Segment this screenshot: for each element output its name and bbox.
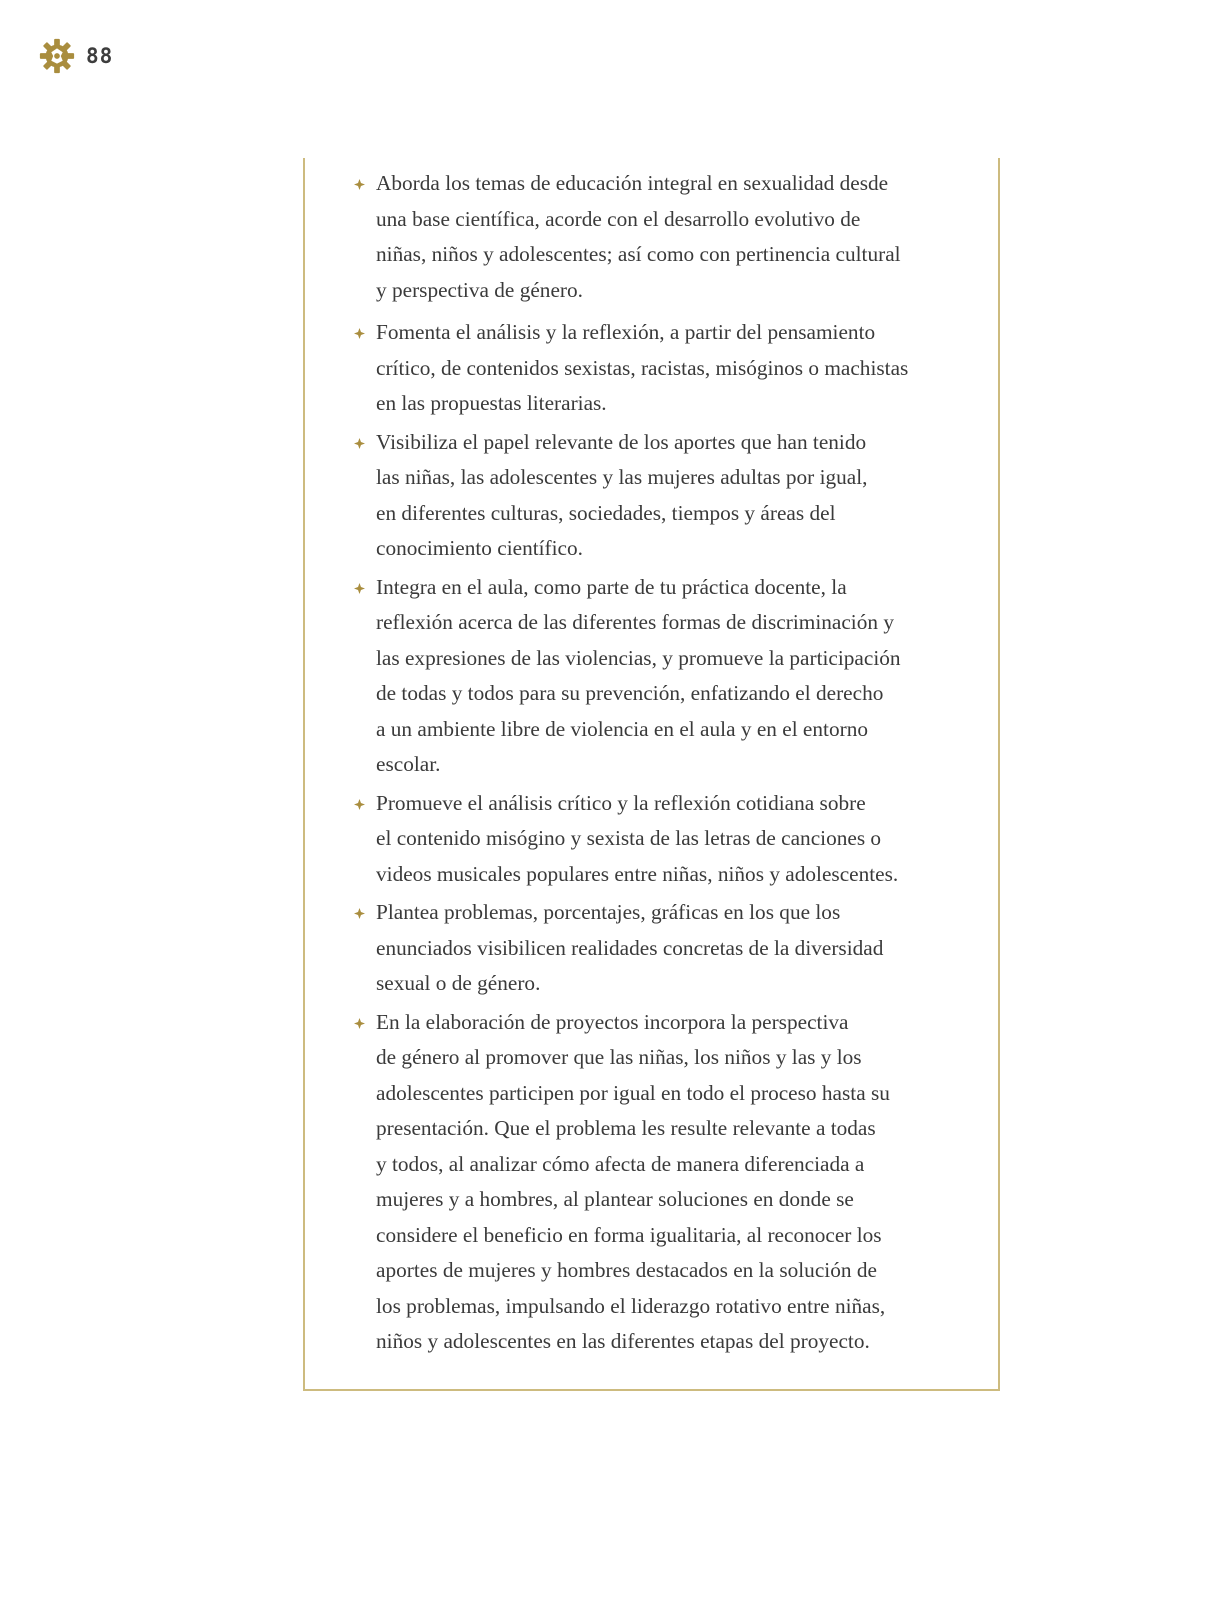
bullet-list xyxy=(376,166,976,1363)
list-item xyxy=(376,570,976,783)
list-item-line: En la elaboración de proyectos incorpora la perspectiva xyxy=(376,1009,849,1034)
gear-emblem-icon xyxy=(38,36,76,76)
plus-diamond-icon xyxy=(354,328,365,339)
list-item-line: y perspectiva de género. xyxy=(376,277,583,302)
list-item-line: niños y adolescentes en las diferentes etapas del proyecto. xyxy=(376,1329,870,1353)
list-item-line: adolescentes participen por igual en todo el proceso hasta su xyxy=(376,1080,890,1105)
list-item-line: Integra en el aula, como parte de tu práctica docente, la xyxy=(376,574,847,599)
plus-diamond-icon xyxy=(354,908,365,919)
list-item-line: las niñas, las adolescentes y las mujeres adultas por igual, xyxy=(376,465,868,489)
list-item-line: de género al promover que las niñas, los niños y las y los xyxy=(376,1045,862,1069)
list-item xyxy=(376,895,976,1002)
list-item-line: Aborda los temas de educación integral en sexualidad desde xyxy=(376,171,889,195)
plus-diamond-icon xyxy=(354,799,365,810)
list-item-line: aportes de mujeres y hombres destacados en la solución de xyxy=(376,1258,877,1282)
list-item-line: en las propuestas literarias. xyxy=(376,391,607,415)
list-item-line: crítico, de contenidos sexistas, racistas, misóginos o machistas xyxy=(376,355,909,380)
list-item-line: reflexión acerca de las diferentes formas de discriminación y xyxy=(376,610,894,634)
list-item-line: considere el beneficio en forma igualitaria, al reconocer los xyxy=(376,1222,882,1247)
list-item-line: en diferentes culturas, sociedades, tiempos y áreas del xyxy=(376,500,836,525)
list-item-line: Plantea problemas, porcentajes, gráficas en los que los xyxy=(376,900,841,924)
list-item-line: y todos, al analizar cómo afecta de manera diferenciada a xyxy=(376,1151,865,1176)
list-item-line: conocimiento científico. xyxy=(376,536,583,560)
page-number: 88 xyxy=(86,44,114,68)
list-item-line: Fomenta el análisis y la reflexión, a partir del pensamiento xyxy=(376,320,876,344)
list-item xyxy=(376,166,976,308)
list-item-line: Promueve el análisis crítico y la reflexión cotidiana sobre xyxy=(376,790,866,815)
plus-diamond-icon xyxy=(354,438,365,449)
list-item-line: Visibiliza el papel relevante de los aportes que han tenido xyxy=(376,429,867,454)
list-item xyxy=(376,786,976,893)
list-item-line: a un ambiente libre de violencia en el aula y en el entorno xyxy=(376,716,868,741)
list-item-line: niñas, niños y adolescentes; así como con pertinencia cultural xyxy=(376,242,901,266)
list-item-line: escolar. xyxy=(376,752,441,776)
plus-diamond-icon xyxy=(354,583,365,594)
plus-diamond-icon xyxy=(354,1018,365,1029)
list-item xyxy=(376,1005,976,1360)
list-item-line: el contenido misógino y sexista de las letras de canciones o xyxy=(376,826,882,850)
list-item-line: enunciados visibilicen realidades concretas de la diversidad xyxy=(376,935,884,960)
list-item-line: una base científica, acorde con el desarrollo evolutivo de xyxy=(376,206,861,231)
list-item xyxy=(376,425,976,567)
list-item-line: presentación. Que el problema les resulte relevante a todas xyxy=(376,1116,876,1140)
list-item-line: videos musicales populares entre niñas, niños y adolescentes. xyxy=(376,861,899,886)
list-item-line: mujeres y a hombres, al plantear soluciones en donde se xyxy=(376,1187,854,1211)
list-item-line: las expresiones de las violencias, y promueve la participación xyxy=(376,645,901,670)
list-item-line: sexual o de género. xyxy=(376,971,541,995)
list-item-line: de todas y todos para su prevención, enfatizando el derecho xyxy=(376,681,884,705)
plus-diamond-icon xyxy=(354,179,365,190)
list-item-line: los problemas, impulsando el liderazgo rotativo entre niñas, xyxy=(376,1293,886,1318)
list-item xyxy=(376,315,976,422)
page-header xyxy=(38,36,113,76)
